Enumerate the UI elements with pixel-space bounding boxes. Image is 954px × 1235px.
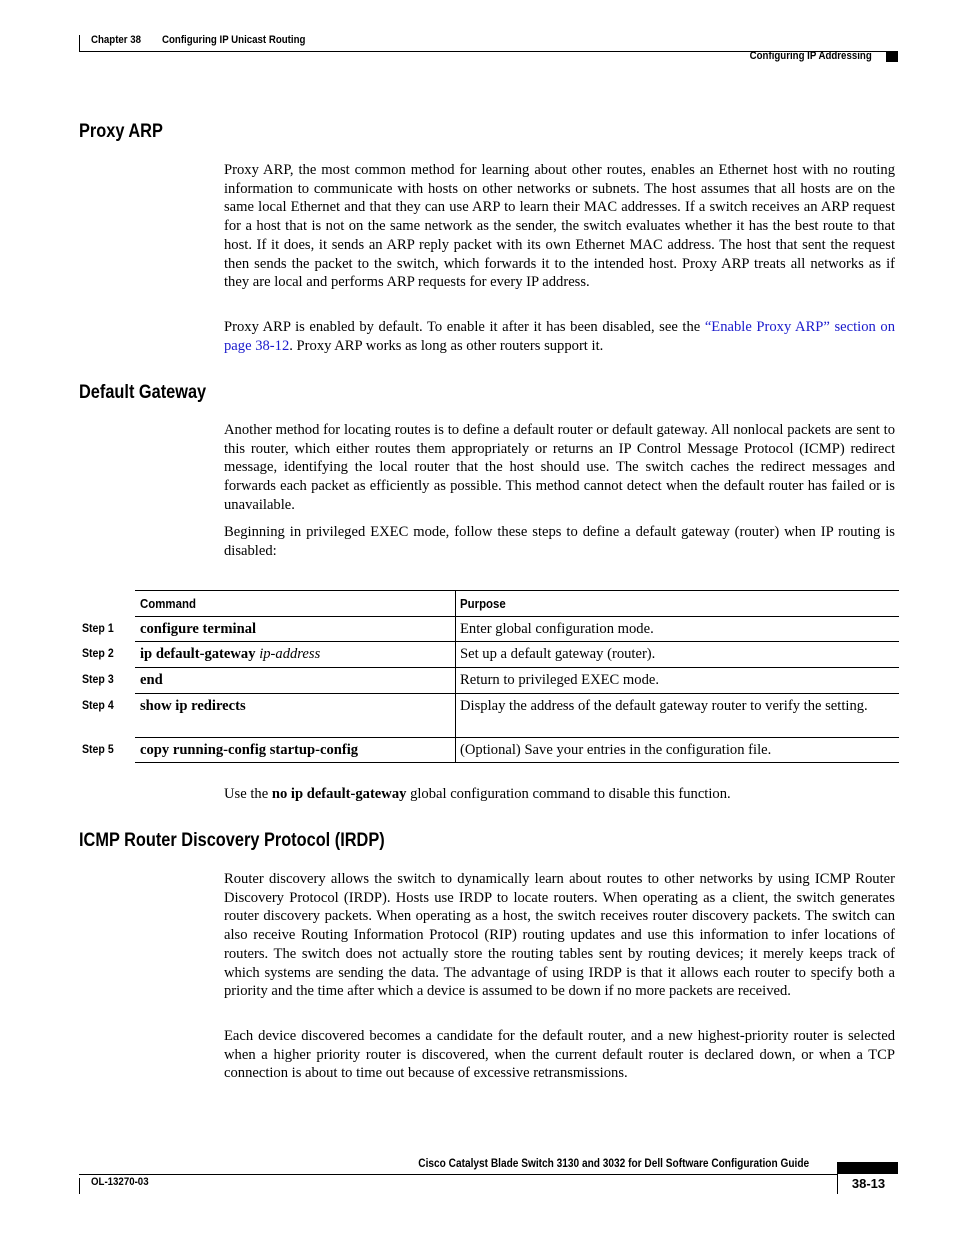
steps-table <box>135 590 899 763</box>
proxy-arp-paragraph-1: Proxy ARP, the most common method for learning about other routes, enables an Ethernet host with no routing information to communicate with hosts on other networks or subnets. The host assumes that all hosts are on the same local Ethernet and that they can use ARP to learn their MAC addresses. If a switch receives an ARP request for a host that is not on the same network as the sender, the switch evaluates whether it has the best route to that host. If it does, it sends an ARP reply packet with its own Ethernet MAC address. The host that sent the request then sends the packet to the switch, which forwards it to the intended host. Proxy ARP treats all networks as if they are local and performs ARP requests for every IP address. <box>224 162 895 291</box>
disable-command: no ip default-gateway <box>271 786 407 802</box>
footer-rule-vertical <box>79 1178 80 1194</box>
footer-rule <box>79 1174 837 1175</box>
command-text: show ip redirects <box>140 698 246 714</box>
table-row <box>135 694 899 738</box>
table-header-row <box>135 591 899 617</box>
command-text: end <box>140 672 163 688</box>
heading-default-gateway: Default Gateway <box>79 382 207 403</box>
command-text: configure terminal <box>140 621 257 637</box>
column-header-purpose: Purpose <box>460 596 506 611</box>
table-row <box>135 738 899 763</box>
step-label-4: Step 4 <box>82 698 114 712</box>
purpose-text: (Optional) Save your entries in the configuration file. <box>460 742 772 758</box>
step-label-5: Step 5 <box>82 742 114 756</box>
irdp-paragraph-1: Router discovery allows the switch to dynamically learn about routes to other networks by using ICMP Router Discovery Protocol (IRDP). Hosts use IRDP to locate routers. When operating as a client, the switch generates router discovery packets. When operating as a host, the switch receives router discovery packets. The switch can also receive Routing Information Protocol (RIP) routing updates and use this information to infer locations of routers. The switch does not actually store the routing tables sent by routing devices; it merely keeps track of which systems are sending the data. The advantage of using IRDP is that it allows each router to specify both a priority and the time after which a device is assumed to be down if no more packets are received. <box>224 871 895 1000</box>
irdp-paragraph-2: Each device discovered becomes a candidate for the default router, and a new highest-priority router is selected when a higher priority router is discovered, when the current default router is declared down, or when a TCP connection is about to time out because of excessive retransmissions. <box>224 1028 895 1082</box>
header-chapter: Chapter 38 <box>91 34 142 46</box>
column-header-command: Command <box>135 591 456 617</box>
heading-proxy-arp: Proxy ARP <box>79 121 163 142</box>
header-marker <box>886 51 898 62</box>
default-gateway-paragraph-2: Beginning in privileged EXEC mode, follow these steps to define a default gateway (router) when IP routing is disabled: <box>224 524 895 559</box>
header-chapter-title: Configuring IP Unicast Routing <box>162 34 306 46</box>
command-argument: ip-address <box>259 646 321 662</box>
table-row <box>135 642 899 668</box>
proxy-arp-paragraph-2: Proxy ARP is enabled by default. To enable it after it has been disabled, see the “Enable Proxy ARP” section on page 38-12. Proxy ARP works as long as other routers support it. <box>224 319 895 354</box>
step-label-1: Step 1 <box>82 621 114 635</box>
command-text: ip default-gateway <box>140 646 256 662</box>
command-text: copy running-config startup-config <box>140 742 359 758</box>
footer-guide-title: Cisco Catalyst Blade Switch 3130 and 3032 for Dell Software Configuration Guide <box>418 1158 809 1170</box>
footer-page-number: 38-13 <box>837 1174 899 1194</box>
purpose-text: Return to privileged EXEC mode. <box>460 672 660 688</box>
default-gateway-paragraph-3: Use the no ip default-gateway global configuration command to disable this function. <box>224 786 731 802</box>
default-gateway-paragraph-1: Another method for locating routes is to define a default router or default gateway. All nonlocal packets are sent to this router, which either routes them appropriately or returns an IP Control Message Protocol (ICMP) redirect message, identifying the local router that the host should use. The switch caches the redirect messages and forwards each packet as efficiently as possible. This method cannot detect when the default router has failed or is unavailable. <box>224 422 895 513</box>
purpose-text: Enter global configuration mode. <box>460 621 654 637</box>
table-row <box>135 668 899 694</box>
table-row <box>135 617 899 642</box>
footer-doc-number: OL-13270-03 <box>91 1176 149 1188</box>
enable-proxy-arp-link[interactable]: “Enable Proxy ARP” section on page 38-12 <box>224 319 895 354</box>
heading-irdp: ICMP Router Discovery Protocol (IRDP) <box>79 830 385 851</box>
header-section-title: Configuring IP Addressing <box>749 50 872 62</box>
step-label-2: Step 2 <box>82 646 114 660</box>
header-rule-vertical <box>79 35 80 52</box>
step-label-3: Step 3 <box>82 672 114 686</box>
purpose-text: Display the address of the default gateway router to verify the setting. <box>460 698 868 714</box>
purpose-text: Set up a default gateway (router). <box>460 646 656 662</box>
